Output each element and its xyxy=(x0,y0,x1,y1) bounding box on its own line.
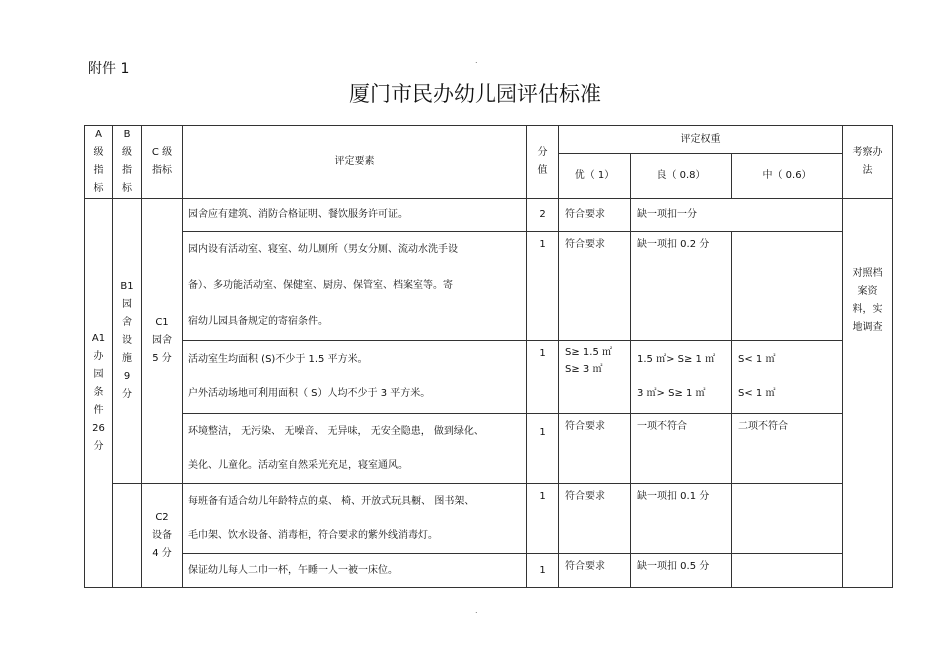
excellent-cell: 符合要求 xyxy=(559,414,631,484)
score-cell: 1 xyxy=(527,341,559,414)
table-row xyxy=(85,199,893,232)
good-cell: 缺一项扣 0.2 分 xyxy=(631,232,732,341)
page-mark-bottom: . xyxy=(475,606,478,615)
good-cell: 1.5 ㎡> S≥ 1 ㎡ 3 ㎡> S≥ 1 ㎡ xyxy=(631,341,732,414)
header-method: 考察办 法 xyxy=(843,126,893,199)
medium-cell: 二项不符合 xyxy=(732,414,843,484)
header-weight: 评定权重 xyxy=(559,126,843,154)
good-cell: 缺一项扣一分 xyxy=(631,199,843,232)
good-cell: 缺一项扣 0.1 分 xyxy=(631,484,732,554)
excellent-cell: 符合要求 xyxy=(559,232,631,341)
medium-cell xyxy=(732,554,843,588)
score-cell: 2 xyxy=(527,199,559,232)
header-a-level: A 级 指 标 xyxy=(85,126,113,199)
table-row xyxy=(85,554,893,588)
score-cell: 1 xyxy=(527,484,559,554)
good-cell: 缺一项扣 0.5 分 xyxy=(631,554,732,588)
header-good: 良（ 0.8） xyxy=(631,153,732,198)
c2-indicator: C2 设备 4 分 xyxy=(142,484,183,588)
header-excellent: 优（ 1） xyxy=(559,153,631,198)
score-cell: 1 xyxy=(527,554,559,588)
excellent-cell: 符合要求 xyxy=(559,554,631,588)
medium-cell xyxy=(732,484,843,554)
c1-indicator: C1 园舍 5 分 xyxy=(142,199,183,484)
requirement-cell: 园内设有活动室、寝室、幼儿厕所（男女分厕、流动水洗手设 备）、多功能活动室、保健室、厨房、保管室、档案室等。寄 宿幼儿园具备规定的寄宿条件。 xyxy=(183,232,527,341)
table-row xyxy=(85,232,893,341)
header-row xyxy=(85,126,893,154)
page-mark-top: . xyxy=(475,56,478,65)
page-title: 厦门市民办幼儿园评估标准 xyxy=(349,82,601,106)
score-cell: 1 xyxy=(527,232,559,341)
header-medium: 中（ 0.6） xyxy=(732,153,843,198)
header-elements: 评定要素 xyxy=(183,126,527,199)
medium-cell xyxy=(732,232,843,341)
table-row xyxy=(85,484,893,554)
evaluation-table xyxy=(84,125,893,588)
excellent-cell: S≥ 1.5 ㎡ S≥ 3 ㎡ xyxy=(559,341,631,414)
attachment-label: 附件 1 xyxy=(88,61,130,77)
method-cell: 对照档 案资 料，实 地调查 xyxy=(843,199,893,588)
requirement-cell: 活动室生均面积 (S)不少于 1.5 平方米。 户外活动场地可利用面积（ S）人均不少于 3 平方米。 xyxy=(183,341,527,414)
medium-cell: S< 1 ㎡ S< 1 ㎡ xyxy=(732,341,843,414)
header-score: 分 值 xyxy=(527,126,559,199)
a1-indicator: A1 办 园 条 件 26 分 xyxy=(85,199,113,588)
requirement-cell: 保证幼儿每人二巾一杯，午睡一人一被一床位。 xyxy=(183,554,527,588)
header-b-level: B 级 指 标 xyxy=(113,126,142,199)
table-row xyxy=(85,341,893,414)
good-cell: 一项不符合 xyxy=(631,414,732,484)
requirement-cell: 每班备有适合幼儿年龄特点的桌、 椅、开放式玩具橱、 图书架、 毛巾架、饮水设备、消毒柜，符合要求的紫外线消毒灯。 xyxy=(183,484,527,554)
table-row xyxy=(85,414,893,484)
requirement-cell: 环境整洁， 无污染、 无噪音、 无异味， 无安全隐患， 做到绿化、 美化、儿童化。活动室自然采光充足，寝室通风。 xyxy=(183,414,527,484)
b1-indicator: B1 园 舍 设 施 9 分 xyxy=(113,199,142,484)
requirement-cell: 园舍应有建筑、消防合格证明、餐饮服务许可证。 xyxy=(183,199,527,232)
header-c-level: C 级 指标 xyxy=(142,126,183,199)
b-level-blank xyxy=(113,484,142,588)
excellent-cell: 符合要求 xyxy=(559,199,631,232)
score-cell: 1 xyxy=(527,414,559,484)
excellent-cell: 符合要求 xyxy=(559,484,631,554)
